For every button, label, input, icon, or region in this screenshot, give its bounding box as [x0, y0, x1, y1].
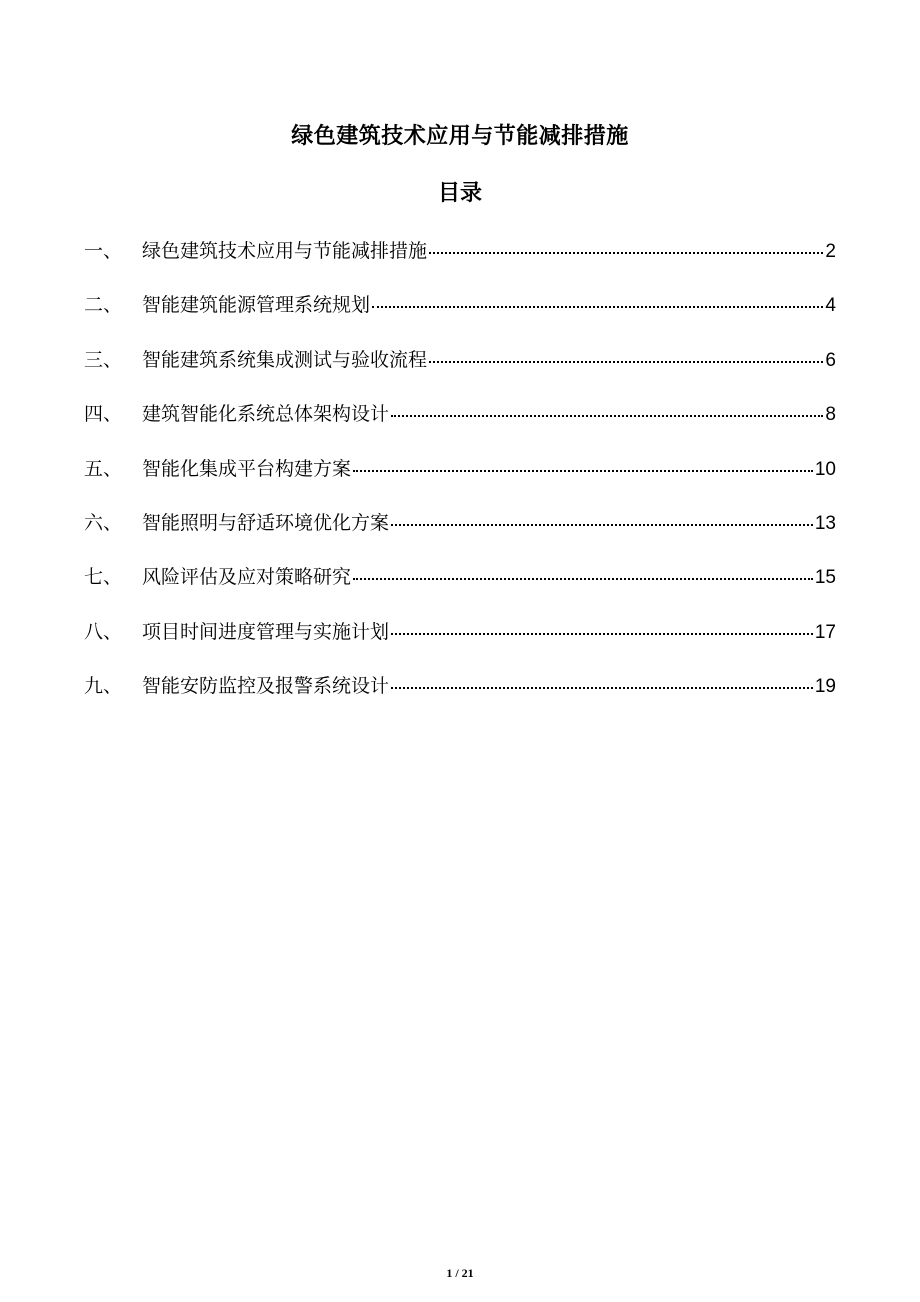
- toc-entry-page: 6: [825, 349, 836, 371]
- toc-dot-leader: [353, 455, 813, 475]
- toc-entry-label: 智能安防监控及报警系统设计: [142, 675, 390, 698]
- toc-entry-page: 10: [814, 458, 836, 480]
- toc-entry-page: 13: [814, 512, 836, 534]
- toc-entry-number: 四、: [84, 403, 123, 426]
- toc-entry-number: 二、: [84, 294, 123, 317]
- toc-entry-page: 4: [825, 295, 836, 317]
- toc-entry[interactable]: [84, 617, 836, 671]
- toc-entry-label: 智能建筑能源管理系统规划: [142, 294, 371, 317]
- toc-entry[interactable]: [84, 454, 836, 508]
- toc-dot-leader: [391, 509, 813, 529]
- toc-entry[interactable]: [84, 562, 836, 616]
- toc-entry-page: 2: [825, 241, 836, 262]
- toc-entry-page: 17: [814, 621, 836, 643]
- toc-entry-number: 八、: [84, 620, 123, 643]
- toc-entry-page: 19: [814, 676, 836, 698]
- toc-entry-label: 风险评估及应对策略研究: [142, 566, 352, 589]
- toc-entry-label: 建筑智能化系统总体架构设计: [142, 403, 390, 426]
- page-indicator: 1 / 21: [446, 1266, 474, 1280]
- toc-dot-leader: [391, 400, 823, 420]
- toc-entry-label: 智能建筑系统集成测试与验收流程: [142, 348, 428, 371]
- toc-entry-number: 三、: [84, 348, 123, 371]
- toc-entry[interactable]: [84, 399, 836, 453]
- toc-entry[interactable]: [84, 671, 836, 725]
- toc-entry-number: 六、: [84, 511, 123, 534]
- toc-dot-leader: [353, 563, 813, 583]
- toc-entry[interactable]: [84, 290, 836, 344]
- toc-entry[interactable]: [84, 236, 836, 290]
- document-title: 绿色建筑技术应用与节能减排措施: [291, 124, 629, 149]
- toc-dot-leader: [391, 672, 813, 692]
- toc-entry-label: 智能化集成平台构建方案: [142, 457, 352, 480]
- toc-dot-leader: [429, 237, 823, 257]
- toc-dot-leader: [429, 346, 823, 366]
- toc-dot-leader: [391, 618, 813, 638]
- toc-dot-leader: [372, 291, 823, 311]
- toc-entry-page: 8: [825, 404, 836, 426]
- toc-entry-number: 七、: [84, 566, 123, 589]
- toc-entry-number: 一、: [84, 240, 123, 262]
- toc-heading: 目录: [437, 181, 482, 206]
- toc-entry[interactable]: [84, 345, 836, 399]
- toc-entry-number: 五、: [84, 457, 123, 480]
- toc-entry-number: 九、: [84, 675, 123, 698]
- toc-entry-label: 智能照明与舒适环境优化方案: [142, 511, 390, 534]
- toc-entry-page: 15: [814, 567, 836, 589]
- table-of-contents: [84, 236, 836, 726]
- toc-entry[interactable]: [84, 508, 836, 562]
- toc-entry-label: 项目时间进度管理与实施计划: [142, 620, 390, 643]
- toc-entry-label: 绿色建筑技术应用与节能减排措施: [142, 240, 428, 262]
